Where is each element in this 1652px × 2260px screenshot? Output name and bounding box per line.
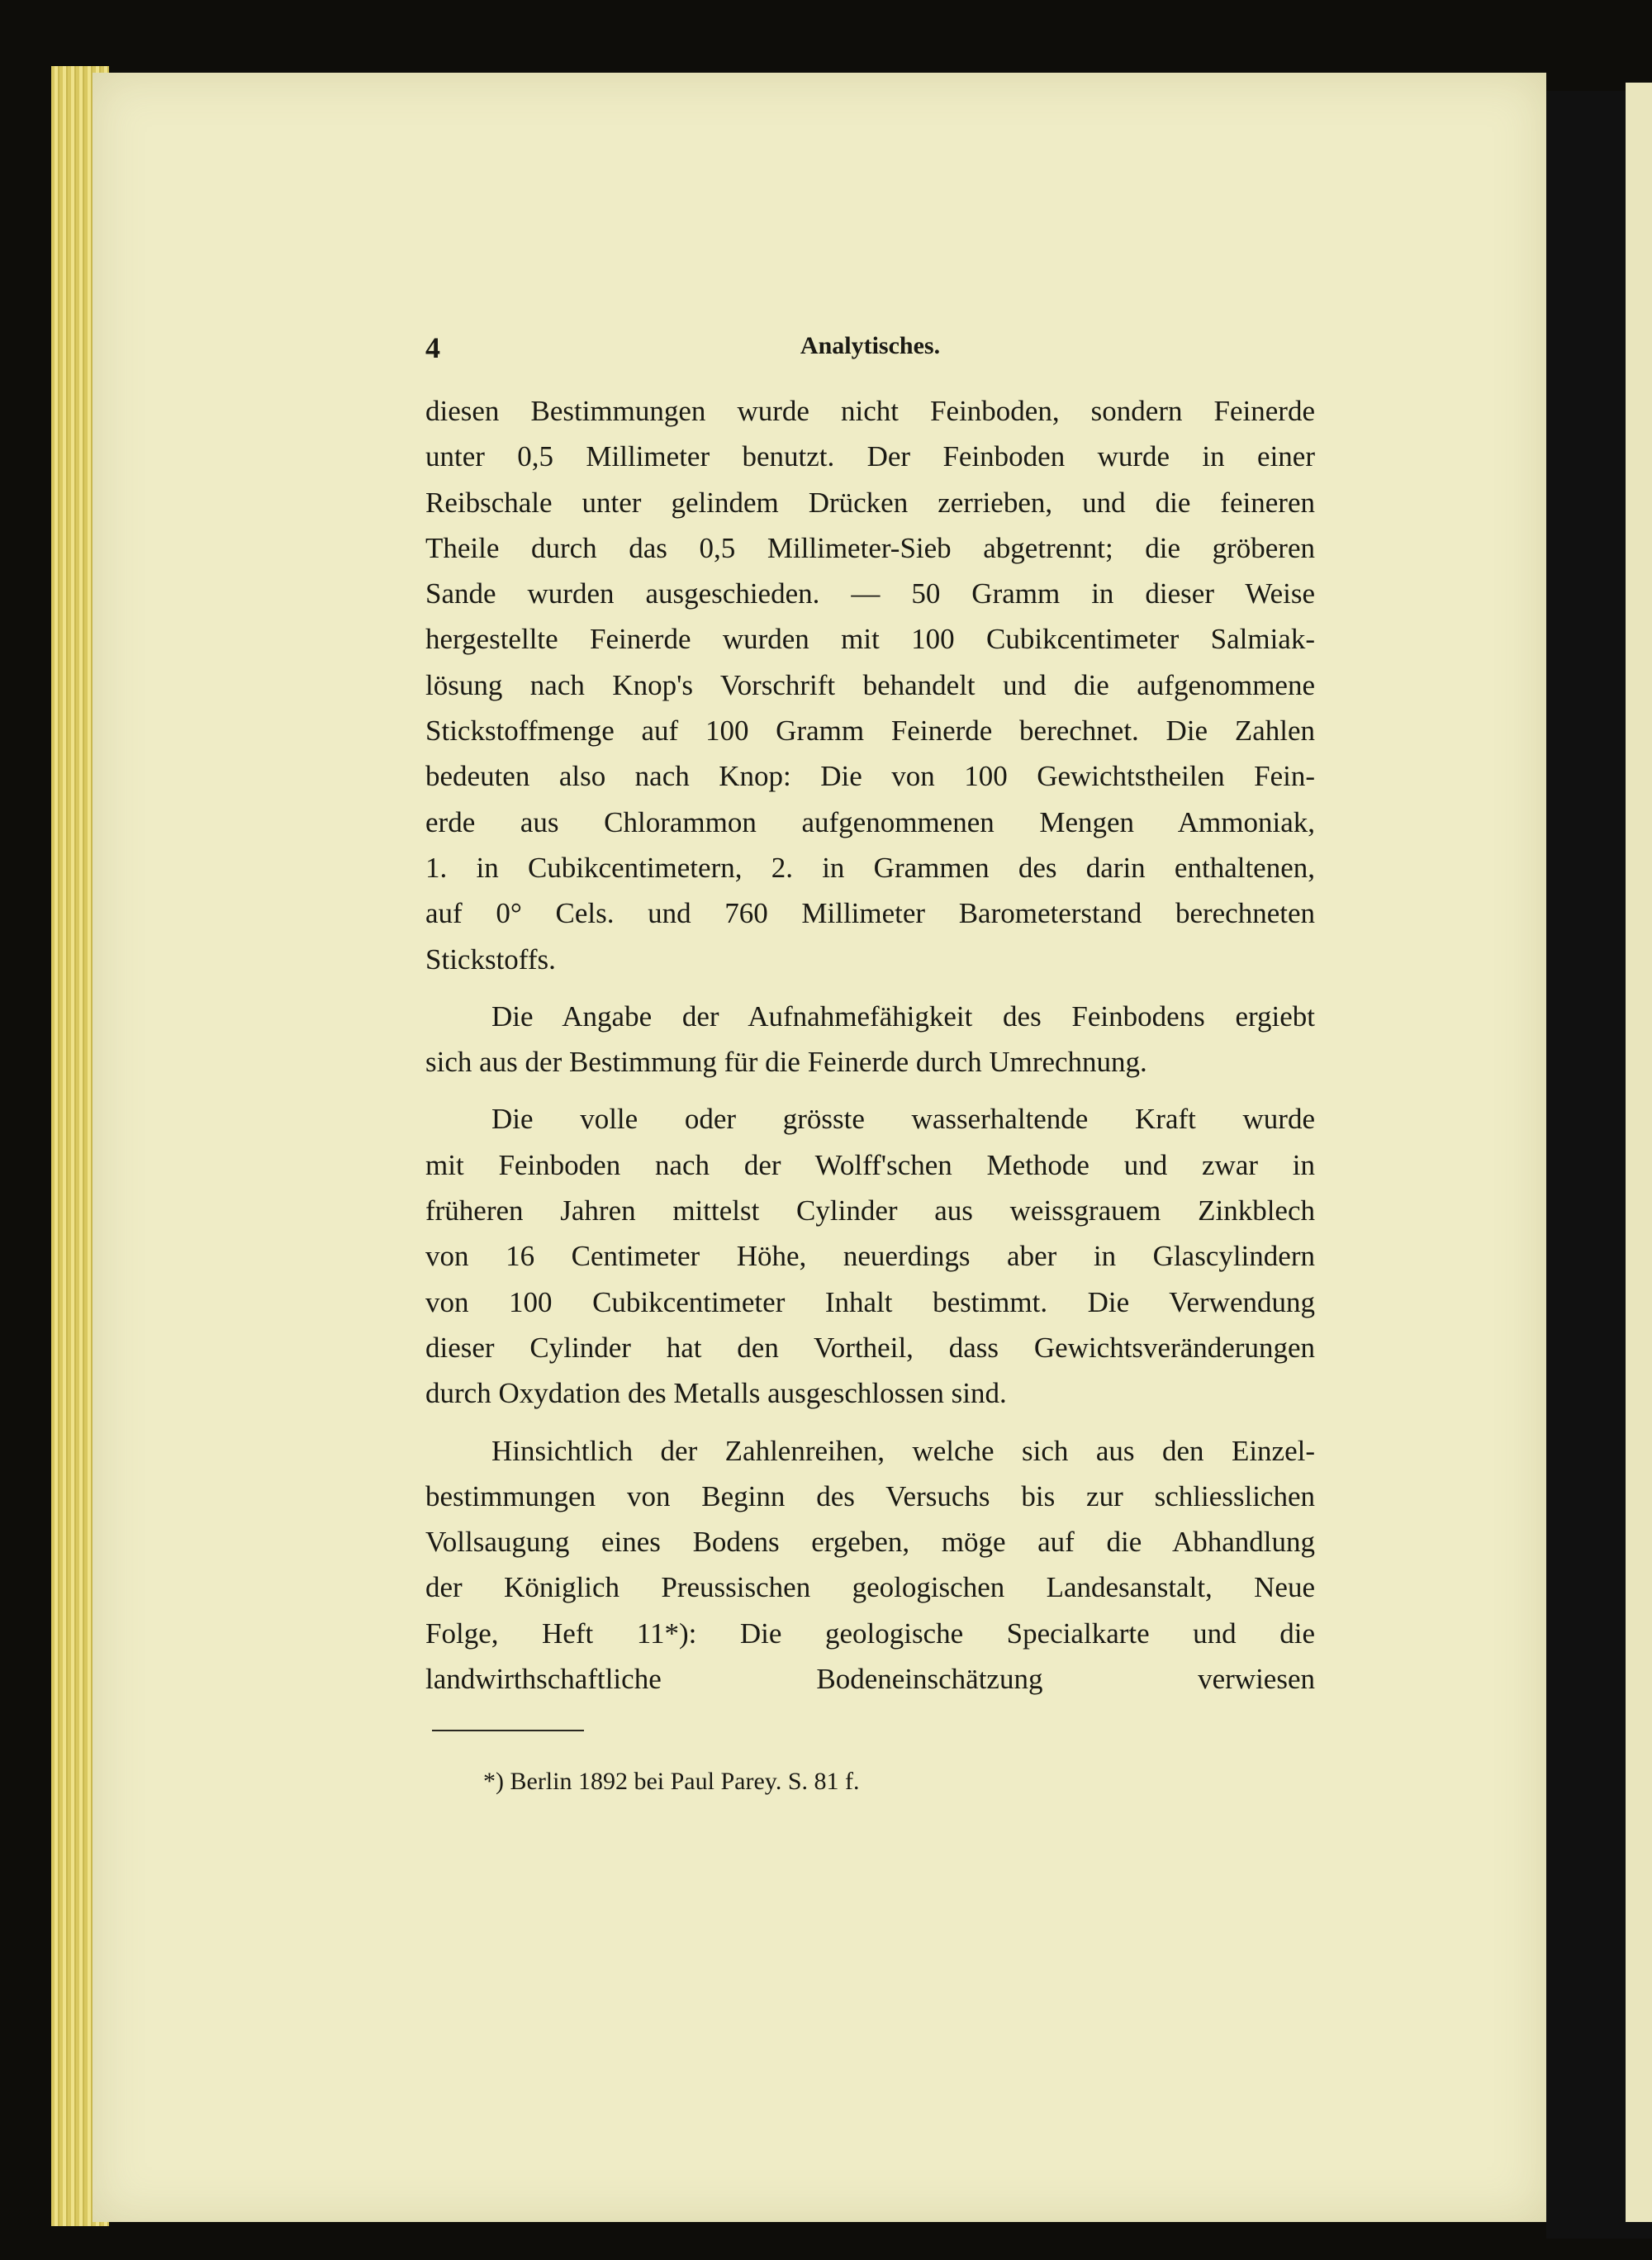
text-line: Folge, Heft 11*): Die geologische Specialkarte und die <box>425 1617 1315 1650</box>
text-line: landwirthschaftliche Bodeneinschätzung verwiesen <box>425 1663 1315 1696</box>
text-line: lösung nach Knop's Vorschrift behandelt und die aufgenommene <box>425 668 1315 701</box>
text-line: mit Feinboden nach der Wolff'schen Methode und zwar in <box>425 1148 1315 1181</box>
text-line: Die Angabe der Aufnahmefähigkeit des Feinbodens ergiebt <box>491 999 1315 1033</box>
paragraph <box>425 994 1315 1085</box>
facing-page-edge <box>1626 83 1652 2222</box>
text-line: unter 0,5 Millimeter benutzt. Der Feinboden wurde in einer <box>425 440 1315 473</box>
footnote: *) Berlin 1892 bei Paul Parey. S. 81 f. <box>483 1768 860 1795</box>
text-line: Reibschale unter gelindem Drücken zerrieben, und die feineren <box>425 486 1315 519</box>
text-line: Stickstoffs. <box>425 942 556 976</box>
text-line: Vollsaugung eines Bodens ergeben, möge auf die Abhandlung <box>425 1526 1315 1559</box>
text-line: Hinsichtlich der Zahlenreihen, welche sich aus den Einzel- <box>491 1434 1315 1467</box>
text-line: Die volle oder grösste wasserhaltende Kraft wurde <box>491 1103 1315 1136</box>
page-header <box>425 330 1315 367</box>
paragraph <box>425 388 1315 982</box>
text-line: von 16 Centimeter Höhe, neuerdings aber in Glascylindern <box>425 1240 1315 1273</box>
text-line: Stickstoffmenge auf 100 Gramm Feinerde berechnet. Die Zahlen <box>425 715 1315 748</box>
footnote-divider <box>432 1730 584 1731</box>
text-line: dieser Cylinder hat den Vortheil, dass Gewichtsveränderungen <box>425 1331 1315 1364</box>
paragraph <box>425 1428 1315 1702</box>
text-line: früheren Jahren mittelst Cylinder aus weissgrauem Zinkblech <box>425 1194 1315 1227</box>
paragraph <box>425 1096 1315 1416</box>
text-line: sich aus der Bestimmung für die Feinerde durch Umrechnung. <box>425 1046 1147 1079</box>
text-line: diesen Bestimmungen wurde nicht Feinboden, sondern Feinerde <box>425 395 1315 427</box>
text-line: bestimmungen von Beginn des Versuchs bis zur schliesslichen <box>425 1479 1315 1512</box>
page-number: 4 <box>425 331 440 364</box>
text-line: von 100 Cubikcentimeter Inhalt bestimmt. Die Verwendung <box>425 1285 1315 1318</box>
text-line: 1. in Cubikcentimetern, 2. in Grammen des darin enthaltenen, <box>425 851 1315 884</box>
text-line: durch Oxydation des Metalls ausgeschlossen sind. <box>425 1377 1007 1410</box>
text-line: Sande wurden ausgeschieden. — 50 Gramm in dieser Weise <box>425 577 1315 610</box>
text-line: auf 0° Cels. und 760 Millimeter Barometerstand berechneten <box>425 897 1315 930</box>
text-line: bedeuten also nach Knop: Die von 100 Gewichtstheilen Fein- <box>425 760 1315 793</box>
text-line: der Königlich Preussischen geologischen Landesanstalt, Neue <box>425 1571 1315 1604</box>
text-line: erde aus Chlorammon aufgenommenen Mengen Ammoniak, <box>425 805 1315 838</box>
text-line: hergestellte Feinerde wurden mit 100 Cubikcentimeter Salmiak- <box>425 623 1315 656</box>
running-title: Analytisches. <box>800 332 941 359</box>
text-line: Theile durch das 0,5 Millimeter-Sieb abgetrennt; die gröberen <box>425 531 1315 564</box>
body-text <box>425 388 1315 1713</box>
